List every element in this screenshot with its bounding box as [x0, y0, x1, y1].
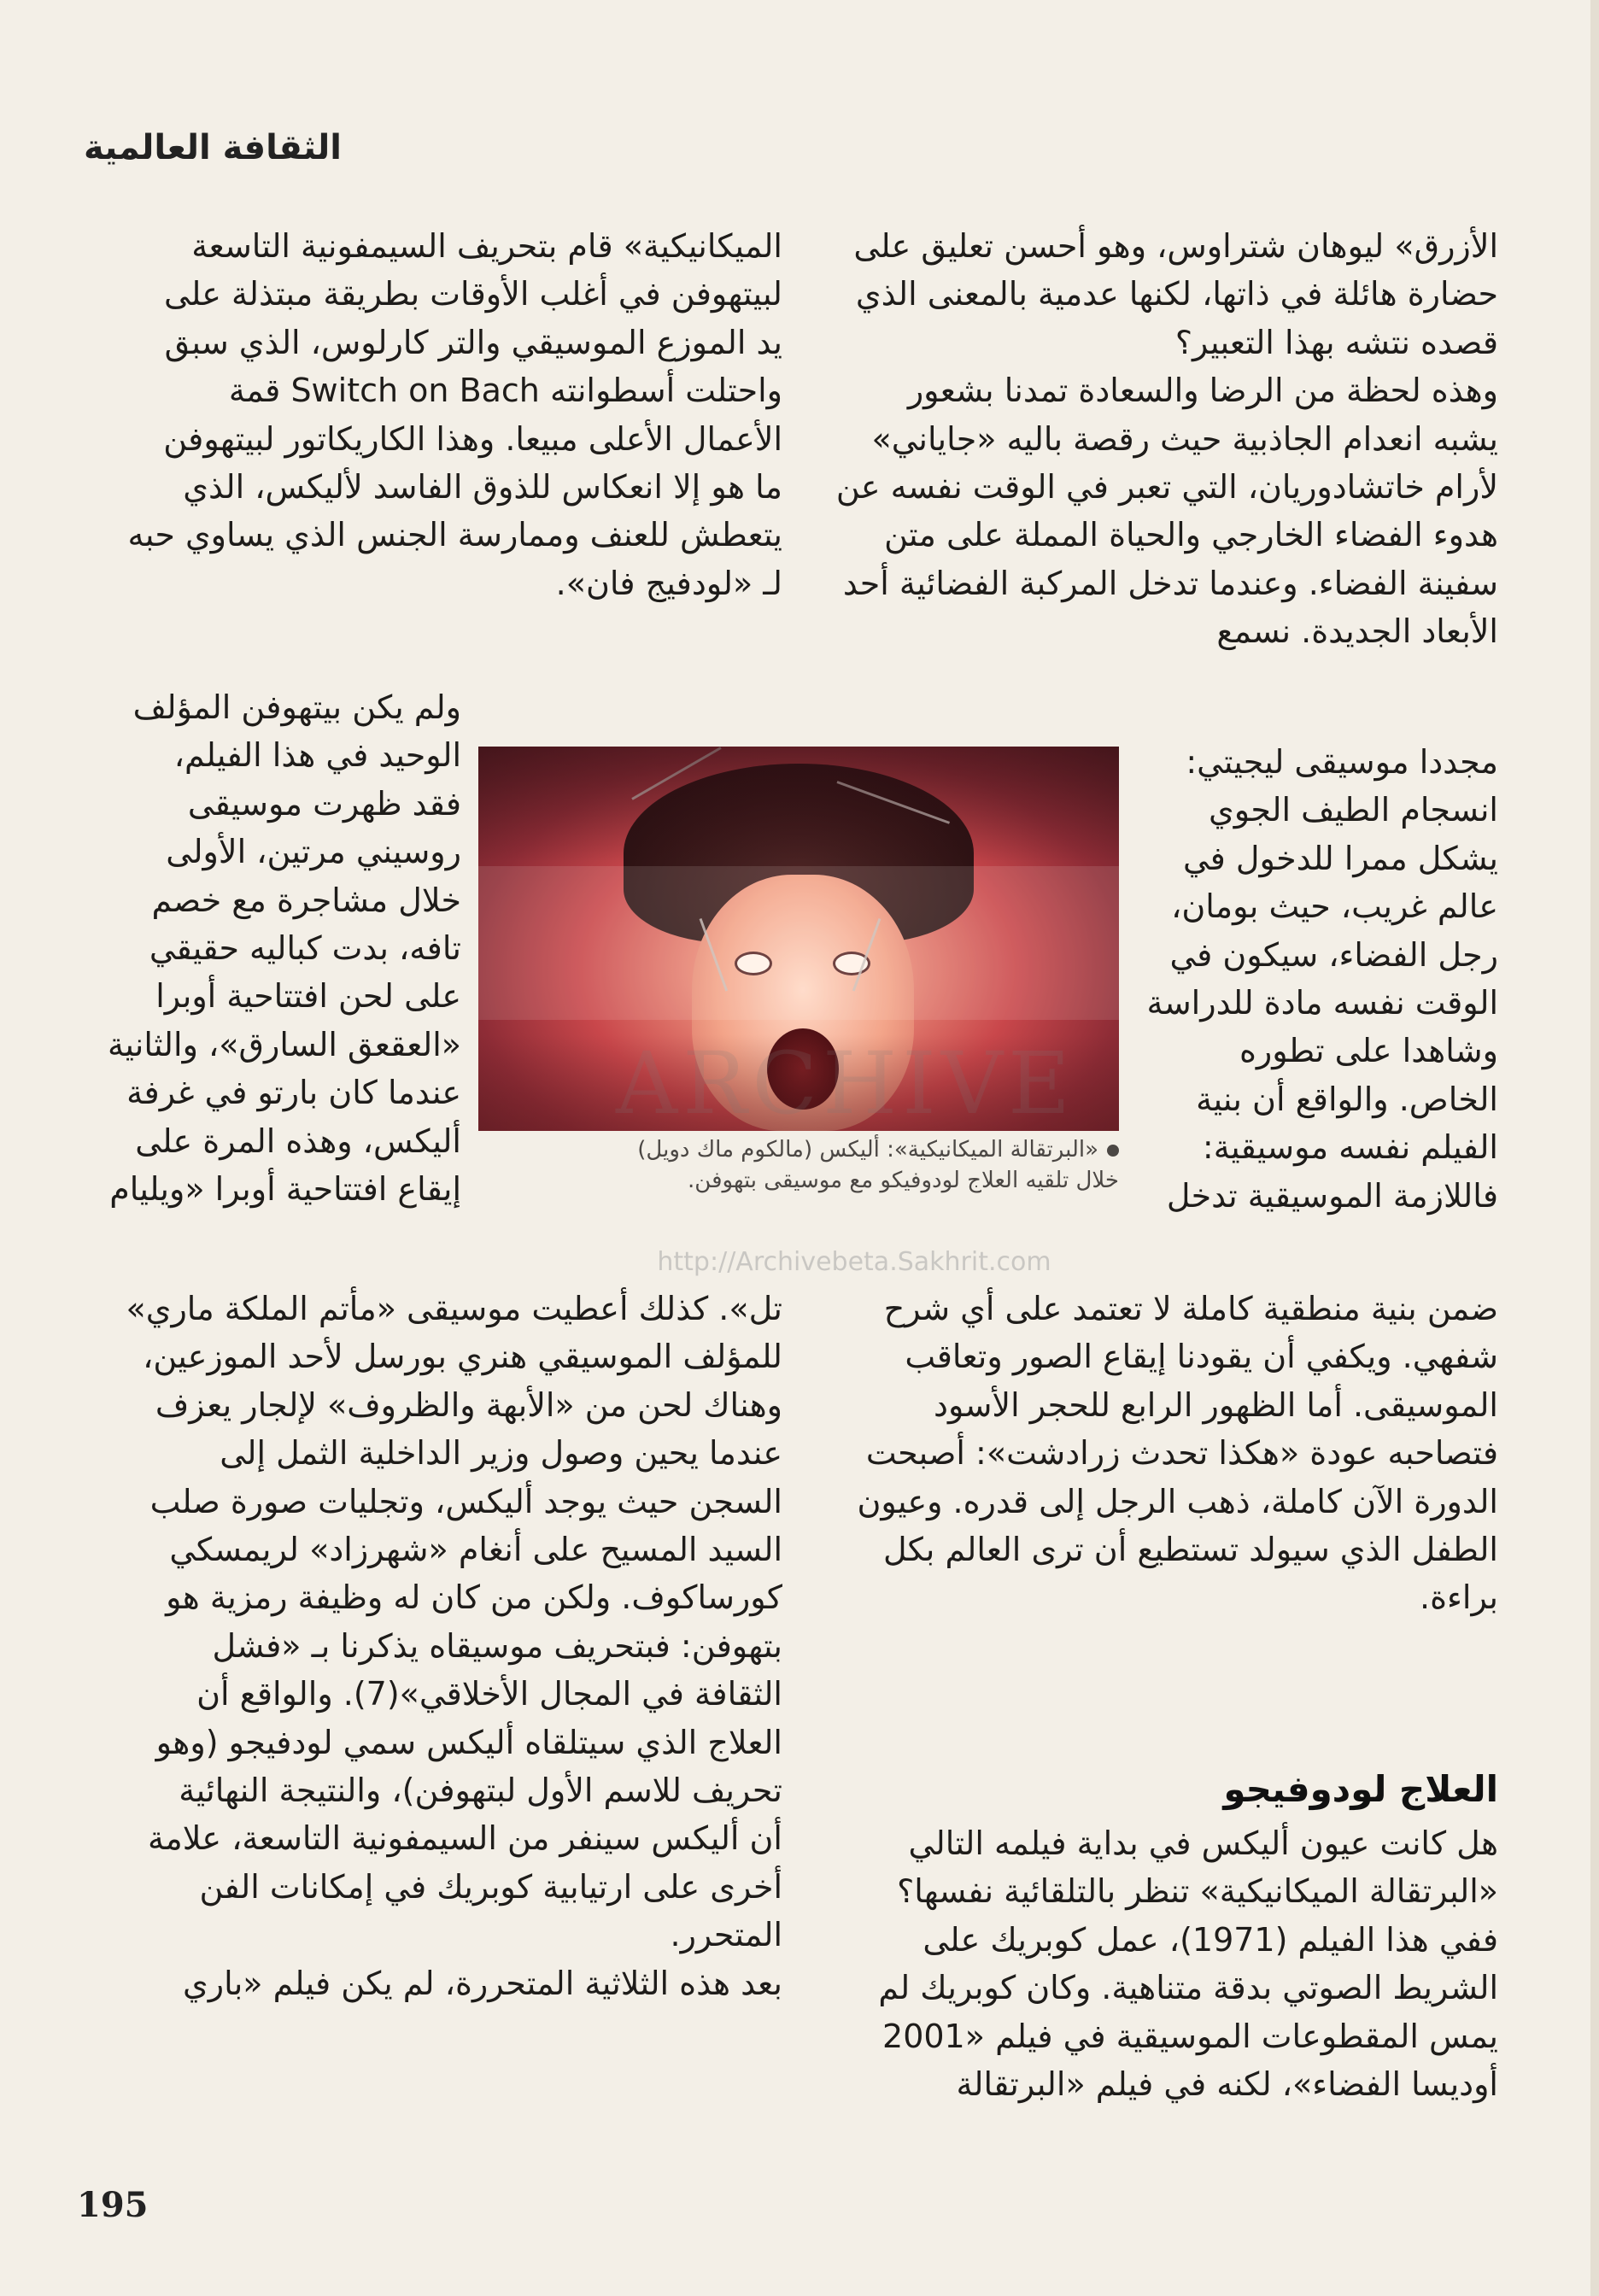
text-line: الوحيد في هذا الفيلم، — [173, 736, 461, 775]
text-line: حضارة هائلة في ذاتها، لكنها عدمية بالمعنى الذي — [855, 275, 1498, 313]
text-line: «العقعق السارق»، والثانية — [107, 1025, 461, 1063]
text-line: يد الموزع الموسيقي والتر كارلوس، الذي سبق — [164, 323, 782, 361]
text-line: هدوء الفضاء الخارجي والحياة المملة على متن — [884, 516, 1498, 554]
text-line: وشاهدا على تطوره — [1239, 1032, 1498, 1070]
text-line: السجن حيث يوجد أليكس، وتجليات صورة صلب — [149, 1482, 782, 1520]
text-line: بعد هذه الثلاثية المتحررة، لم يكن فيلم «باري — [183, 1964, 782, 2002]
text-line: الخاص. والواقع أن بنية — [1196, 1080, 1498, 1118]
text-line: انسجام الطيف الجوي — [1209, 791, 1498, 829]
section-header: الثقافة العالمية — [84, 128, 342, 167]
archive-watermark-url: http://Archivebeta.Sakhrit.com — [657, 1247, 1051, 1277]
text-line: الثقافة في المجال الأخلاقي»(7). والواقع أن — [196, 1675, 782, 1713]
text-line: ففي هذا الفيلم (1971)، عمل كوبريك على — [922, 1920, 1498, 1959]
text-line: أوديسا الفضاء»، لكنه في فيلم «البرتقالة — [956, 2065, 1498, 2104]
text-line: للمؤلف الموسيقي هنري بورسل لأحد الموزعين، — [143, 1338, 782, 1376]
text-line: كورساكوف. ولكن من كان له وظيفة رمزية هو — [166, 1578, 782, 1617]
caption-line-2: خلال تلقيه العلاج لودوفيكو مع موسيقى بتهوفن. — [688, 1168, 1119, 1193]
left-column-narrow — [82, 683, 461, 1213]
text-line: عندما كان بارتو في غرفة — [126, 1074, 461, 1112]
text-line: بتهوفن: فبتحريف موسيقاه يذكرنا بـ «فشل — [212, 1626, 782, 1665]
left-column-top — [82, 222, 782, 607]
right-column-bottom — [798, 1285, 1498, 1622]
text-line: سفينة الفضاء. وعندما تدخل المركبة الفضائية أحد — [842, 564, 1498, 602]
text-line: الميكانيكية» قام بتحريف السيمفونية التاسعة — [191, 227, 782, 265]
text-line: الوقت نفسه مادة للدراسة — [1146, 984, 1498, 1022]
text-line: فتصاحبه عودة «هكذا تحدث زرادشت»: أصبحت — [865, 1434, 1498, 1473]
page-edge — [1590, 0, 1599, 2296]
text-line: العلاج الذي سيتلقاه أليكس سمي لودفيجو (وهو — [155, 1723, 782, 1761]
text-line: يشكل ممرا للدخول في — [1183, 839, 1498, 877]
text-line: روسيني مرتين، الأولى — [166, 833, 461, 871]
text-line: الأبعاد الجديدة. نسمع — [1216, 612, 1498, 651]
text-line: الأزرق» ليوهان شتراوس، وهو أحسن تعليق على — [853, 227, 1498, 265]
text-line: واحتلت أسطوانته Switch on Bach قمة — [228, 372, 782, 410]
text-line: ولم يكن بيتهوفن المؤلف — [132, 688, 461, 726]
photo-caption — [478, 1134, 1119, 1196]
text-line: عندما يحين وصول وزير الداخلية الثمل إلى — [220, 1434, 782, 1473]
page-number: 195 — [77, 2185, 149, 2225]
text-line: «البرتقالة الميكانيكية» تنظر بالتلقائية نفسها؟ — [897, 1872, 1498, 1911]
film-still-photo — [478, 747, 1119, 1131]
text-line: يمس المقطوعات الموسيقية في فيلم «2001 — [882, 2017, 1498, 2055]
text-line: هل كانت عيون أليكس في بداية فيلمه التالي — [908, 1824, 1498, 1862]
text-line: أخرى على ارتيابية كوبريك في إمكانات الفن — [199, 1867, 782, 1906]
text-line: لبيتهوفن في أغلب الأوقات بطريقة مبتذلة على — [164, 275, 782, 313]
text-line: على لحن افتتاحية أوبرا — [155, 977, 461, 1016]
text-line: شفهي. ويكفي أن يقودنا إيقاع الصور وتعاقب — [905, 1338, 1498, 1376]
text-line: تل». كذلك أعطيت موسيقى «مأتم الملكة ماري» — [126, 1290, 782, 1327]
text-line: الطفل الذي سيولد تستطيع أن ترى العالم بكل — [883, 1531, 1498, 1569]
caption-bullet-icon — [1107, 1145, 1119, 1157]
text-line: الموسيقى. أما الظهور الرابع للحجر الأسود — [934, 1385, 1498, 1424]
text-line: رجل الفضاء، سيكون في — [1169, 935, 1498, 974]
section-heading: العلاج لودوفيجو — [1223, 1768, 1498, 1810]
text-line: الشريط الصوتي بدقة متناهية. وكان كوبريك لم — [878, 1969, 1498, 2007]
text-line: براءة. — [1420, 1578, 1498, 1617]
text-line: وهذه لحظة من الرضا والسعادة تمدنا بشعور — [907, 372, 1498, 410]
text-line: الفيلم نفسه موسيقية: — [1202, 1128, 1498, 1167]
text-line: الدورة الآن كاملة، ذهب الرجل إلى قدره. وعيون — [857, 1482, 1498, 1520]
caption-line-1: «البرتقالة الميكانيكية»: أليكس (مالكوم ماك دويل) — [637, 1137, 1098, 1163]
text-line: لأرام خاتشادوريان، التي تعبر في الوقت نفسه عن — [835, 468, 1498, 507]
text-line: وهناك لحن من «الأبهة والظروف» لإلجار يعزف — [155, 1385, 782, 1424]
text-line: يشبه انعدام الجاذبية حيث رقصة باليه «جاياني» — [871, 419, 1498, 458]
text-line: لـ «لودفيج فان». — [555, 564, 782, 602]
text-line: أليكس، وهذه المرة على — [135, 1122, 461, 1160]
text-line: قصده نتشه بهذا التعبير؟ — [1174, 323, 1498, 361]
text-line: فاللازمة الموسيقية تدخل — [1166, 1176, 1498, 1215]
text-line: إيقاع افتتاحية أوبرا «ويليام — [109, 1170, 461, 1209]
text-line: أن أليكس سينفر من السيمفونية التاسعة، علامة — [147, 1819, 782, 1858]
text-line: ضمن بنية منطقية كاملة لا تعتمد على أي شرح — [883, 1290, 1498, 1327]
text-line: تحريف للاسم الأول لبتهوفن)، والنتيجة النهائية — [179, 1772, 782, 1810]
left-column-bottom — [82, 1285, 782, 2007]
text-line: المتحرر. — [670, 1916, 782, 1954]
text-line: خلال مشاجرة مع خصم — [151, 881, 461, 919]
right-column-section — [798, 1819, 1498, 2108]
text-line: فقد ظهرت موسيقى — [187, 784, 461, 823]
photo-shade — [478, 747, 1119, 1131]
text-line: السيد المسيح على أنغام «شهرزاد» لريمسكي — [169, 1531, 782, 1569]
text-line: الأعمال الأعلى مبيعا. وهذا الكاريكاتور لبيتهوفن — [163, 419, 782, 458]
text-line: تافه، بدت كباليه حقيقي — [149, 929, 461, 968]
text-line: ما هو إلا انعكاس للذوق الفاسد لأليكس، الذي — [183, 468, 782, 507]
text-line: يتعطش للعنف وممارسة الجنس الذي يساوي حبه — [127, 516, 782, 554]
text-line: عالم غريب، حيث بومان، — [1171, 887, 1498, 926]
text-line: مجددا موسيقى ليجيتي: — [1186, 743, 1498, 781]
right-column-top — [798, 222, 1498, 656]
